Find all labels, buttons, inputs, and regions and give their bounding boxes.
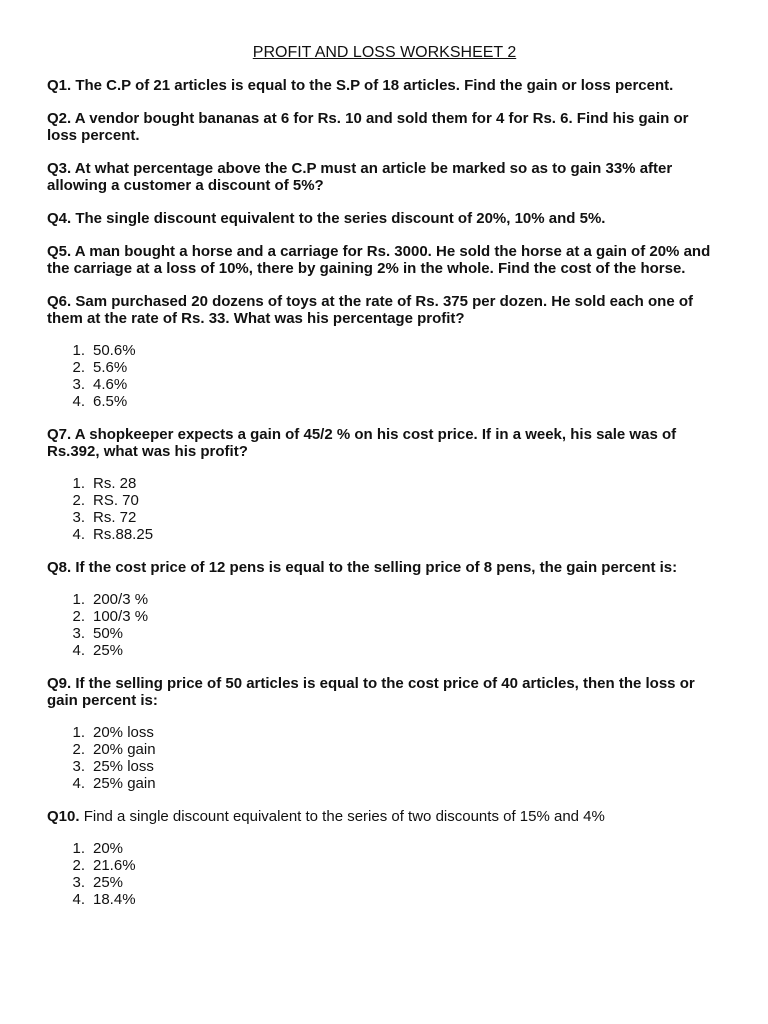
option-number: 3. [72,376,85,393]
option-number: 3. [72,625,85,642]
option-number: 1. [72,724,85,741]
option-text: 25% [93,874,124,891]
question-2 [47,110,718,144]
option-text: Rs. 72 [93,509,137,526]
option-item [47,874,718,891]
question-5-text: Q5. A man bought a horse and a carriage for Rs. 3000. He sold the horse at a gain of 20% and the carriage at a loss of 10%, there by gaining 2% in the whole. Find the cost of the horse. [47,243,711,277]
option-number: 1. [72,475,85,492]
option-number: 3. [72,509,85,526]
option-item [47,758,718,775]
option-number: 1. [72,342,85,359]
option-text: 50.6% [93,342,136,359]
option-number: 3. [72,874,85,891]
option-item [47,642,718,659]
option-item [47,591,718,608]
option-item [47,625,718,642]
option-text: 18.4% [93,891,136,908]
question-4-text: Q4. The single discount equivalent to the series discount of 20%, 10% and 5%. [47,210,606,227]
option-number: 2. [72,741,85,758]
question-2-text: Q2. A vendor bought bananas at 6 for Rs. 10 and sold them for 4 for Rs. 6. Find his gain or loss percent. [47,110,689,144]
option-text: 25% gain [93,775,156,792]
option-item [47,359,718,376]
option-item [47,608,718,625]
option-item [47,840,718,857]
option-text: 20% loss [93,724,154,741]
option-text: 50% [93,625,124,642]
option-text: 20% [93,840,124,857]
option-text: Rs. 28 [93,475,137,492]
option-text: 25% loss [93,758,154,775]
question-10-text: Find a single discount equivalent to the series of two discounts of 15% and 4% [79,808,605,825]
option-number: 4. [72,775,85,792]
option-text: 20% gain [93,741,156,758]
option-text: RS. 70 [93,492,139,509]
option-text: 5.6% [93,359,128,376]
option-number: 4. [72,891,85,908]
question-10 [47,808,718,825]
option-item [47,492,718,509]
question-5 [47,243,718,277]
question-3 [47,160,718,194]
option-number: 4. [72,393,85,410]
option-item [47,393,718,410]
option-text: 6.5% [93,393,128,410]
question-8 [47,559,718,576]
option-item [47,526,718,543]
option-number: 2. [72,608,85,625]
option-number: 1. [72,840,85,857]
option-text: Rs.88.25 [93,526,154,543]
question-10-number: Q10. [47,808,80,825]
question-7-text: Q7. A shopkeeper expects a gain of 45/2 % on his cost price. If in a week, his sale was of Rs.392, what was his profit? [47,426,677,460]
question-4 [47,210,718,227]
question-6-options [47,342,718,410]
option-item [47,775,718,792]
question-3-text: Q3. At what percentage above the C.P must an article be marked so as to gain 33% after allowing a customer a discount of 5%? [47,160,673,194]
option-item [47,741,718,758]
question-6 [47,293,718,327]
option-text: 4.6% [93,376,128,393]
option-item [47,509,718,526]
option-item [47,475,718,492]
option-number: 2. [72,492,85,509]
option-text: 25% [93,642,124,659]
option-item [47,857,718,874]
option-number: 4. [72,526,85,543]
question-9-text: Q9. If the selling price of 50 articles is equal to the cost price of 40 articles, then the loss or gain percent is: [47,675,695,709]
option-item [47,724,718,741]
worksheet-title: PROFIT AND LOSS WORKSHEET 2 [252,44,517,61]
question-8-text: Q8. If the cost price of 12 pens is equal to the selling price of 8 pens, the gain percent is: [47,559,678,576]
question-6-text: Q6. Sam purchased 20 dozens of toys at the rate of Rs. 375 per dozen. He sold each one of them at the rate of Rs. 33. What was his percentage profit? [47,293,694,327]
question-9 [47,675,718,709]
option-number: 3. [72,758,85,775]
option-number: 2. [72,857,85,874]
question-1 [47,77,718,94]
question-9-options [47,724,718,792]
question-8-options [47,591,718,659]
option-item [47,342,718,359]
question-7 [47,426,718,460]
option-number: 2. [72,359,85,376]
option-text: 100/3 % [93,608,149,625]
question-1-text: Q1. The C.P of 21 articles is equal to the S.P of 18 articles. Find the gain or loss percent. [47,77,674,94]
option-item [47,376,718,393]
option-text: 21.6% [93,857,136,874]
question-7-options [47,475,718,543]
option-number: 4. [72,642,85,659]
option-item [47,891,718,908]
option-number: 1. [72,591,85,608]
question-10-options [47,840,718,908]
option-text: 200/3 % [93,591,149,608]
